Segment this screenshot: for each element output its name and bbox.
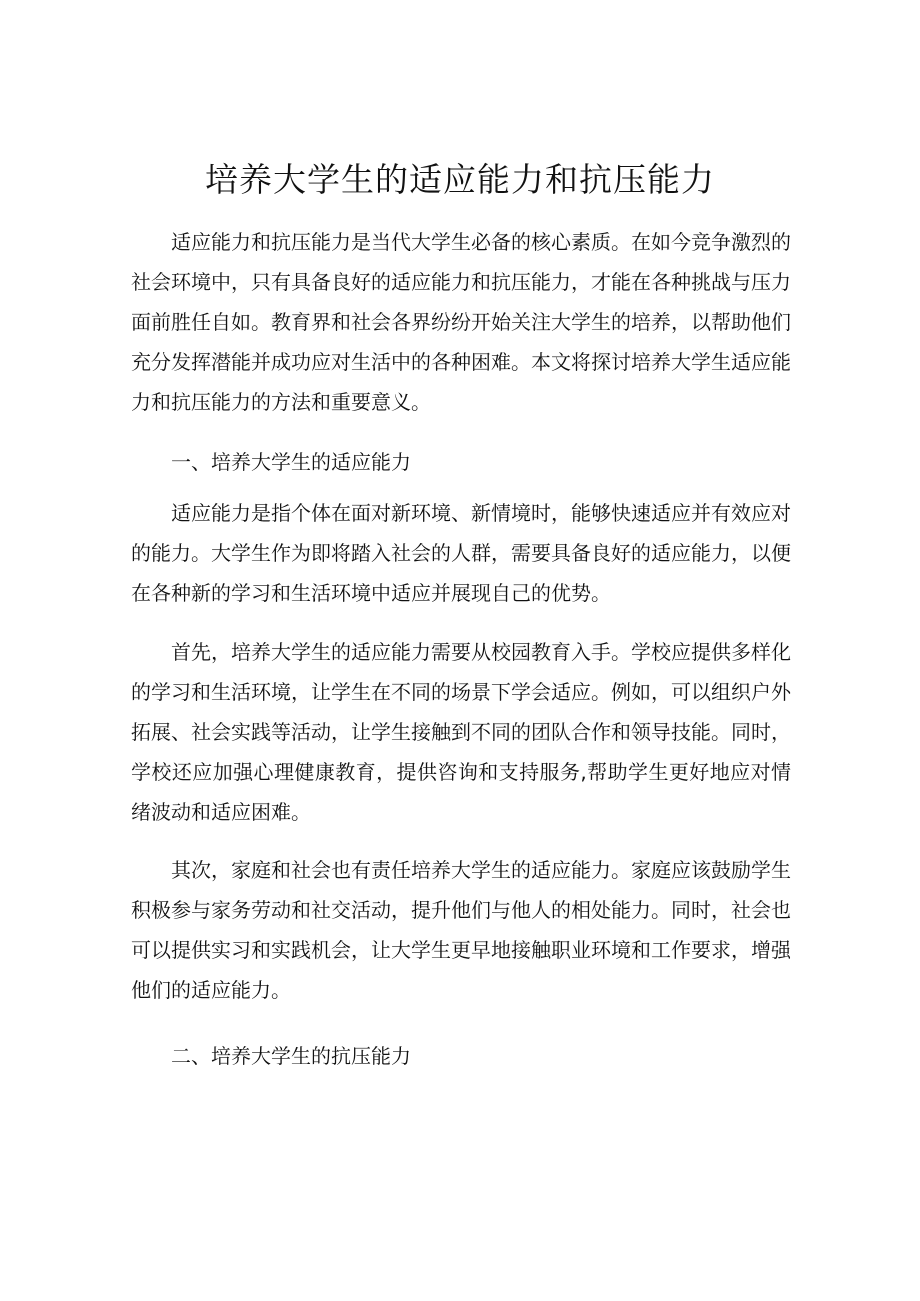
section-heading-stress-resistance: 二、培养大学生的抗压能力 <box>171 1044 411 1068</box>
school-education-paragraph: 首先，培养大学生的适应能力需要从校园教育入手。学校应提供多样化的学习和生活环境，让学生在不同的场景下学会适应。例如，可以组织户外拓展、社会实践等活动，让学生接触到不同的团队合作和领导技能。同时，学校还应加强心理健康教育，提供咨询和支持服务,帮助学生更好地应对情绪波动和适应困难。 <box>131 640 791 824</box>
family-society-paragraph: 其次，家庭和社会也有责任培养大学生的适应能力。家庭应该鼓励学生积极参与家务劳动和社交活动，提升他们与他人的相处能力。同时，社会也可以提供实习和实践机会，让大学生更早地接触职业环境和工作要求，增强他们的适应能力。 <box>131 858 791 1002</box>
document-title: 培养大学生的适应能力和抗压能力 <box>205 160 715 199</box>
intro-paragraph: 适应能力和抗压能力是当代大学生必备的核心素质。在如今竞争激烈的社会环境中，只有具备良好的适应能力和抗压能力，才能在各种挑战与压力面前胜任自如。教育界和社会各界纷纷开始关注大学生的培养，以帮助他们充分发挥潜能并成功应对生活中的各种困难。本文将探讨培养大学生适应能力和抗压能力的方法和重要意义。 <box>131 230 791 414</box>
section-heading-adaptability: 一、培养大学生的适应能力 <box>171 450 411 474</box>
adaptability-definition-paragraph: 适应能力是指个体在面对新环境、新情境时，能够快速适应并有效应对的能力。大学生作为即将踏入社会的人群，需要具备良好的适应能力，以便在各种新的学习和生活环境中适应并展现自己的优势。 <box>131 501 791 605</box>
